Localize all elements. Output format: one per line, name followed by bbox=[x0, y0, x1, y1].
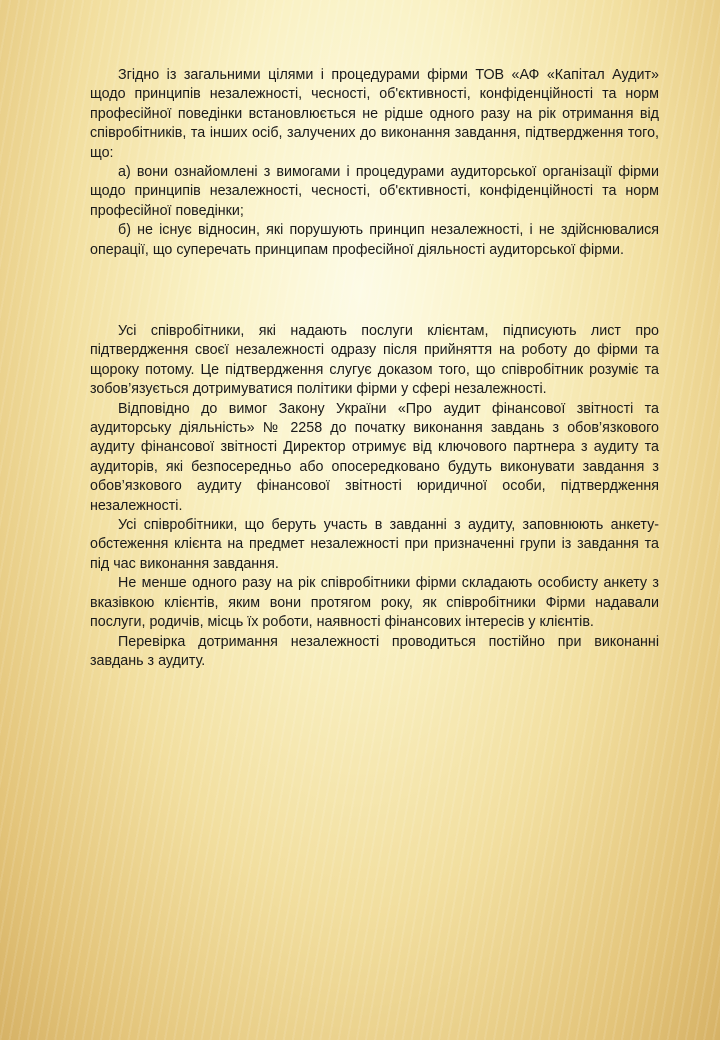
paragraph: Перевірка дотримання незалежності проводиться постійно при виконанні завдань з аудиту. bbox=[90, 633, 659, 669]
paragraph: Не менше одного разу на рік співробітники фірми складають особисту анкету з вказівкою клієнтів, яким вони протягом року, як співробітники Фірми надавали послуги, родичів, місць їх роботи, наявності фінансових інтересів у клієнтів. bbox=[90, 575, 659, 631]
paragraph: Відповідно до вимог Закону України «Про аудит фінансової звітності та аудиторську діяльність» № 2258 до початку виконання завдань з обов’язкового аудиту фінансової звітності Директор отримує від ключового партнера з аудиту та аудиторів, які безпосередньо або опосередковано будуть виконувати завдання з обов’язкового аудиту фінансової звітності юридичної особи, підтвердження незалежності. bbox=[90, 400, 659, 514]
paragraph: а) вони ознайомлені з вимогами і процедурами аудиторської організації фірми щодо принципів незалежності, чесності, об'єктивності, конфіденційності та норм професійної поведінки; bbox=[90, 164, 659, 219]
paragraph: Усі співробітники, які надають послуги клієнтам, підписують лист про підтвердження своєї незалежності одразу після прийняття на роботу до фірми та щороку потому. Це підтвердження слугує доказом того, що співробітник розуміє та зобов’язується дотримуватися політики фірми у сфері незалежності. bbox=[90, 323, 659, 398]
text-block-confirmation bbox=[90, 66, 659, 260]
paragraph: Згідно із загальними цілями і процедурами фірми ТОВ «АФ «Капітал Аудит» щодо принципів незалежності, чесності, об'єктивності, конфіденційності та норм професійної поведінки встановлюється не рідше одного разу на рік отримання від співробітників, та інших осіб, залучених до виконання завдання, підтвердження того, що: bbox=[90, 67, 659, 161]
paragraph: б) не існує відносин, які порушують принцип незалежності, і не здійснювалися операції, що суперечать принципам професійної діяльності аудиторської фірми. bbox=[90, 222, 659, 258]
text-block-independence bbox=[90, 322, 659, 671]
paragraph: Усі співробітники, що беруть участь в завданні з аудиту, заповнюють анкету-обстеження клієнта на предмет незалежності при призначенні групи із завдання та під час виконання завдання. bbox=[90, 517, 659, 572]
